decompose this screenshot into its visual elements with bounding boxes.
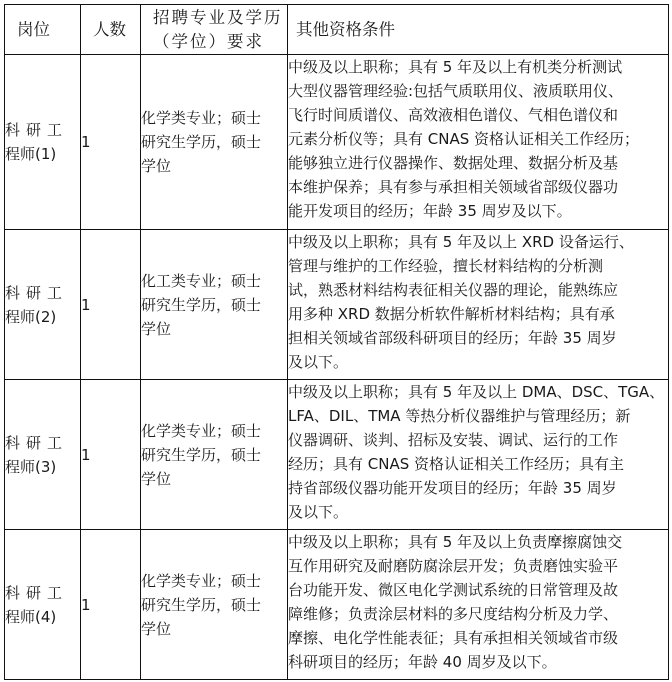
recruitment-table <box>4 4 669 680</box>
position-cell <box>5 55 81 230</box>
count-cell: 1 <box>81 55 141 230</box>
requirement-line: 研究生学历，硕士 <box>141 295 262 314</box>
condition-line: 大型仪器管理经验:包括气质联用仪、液质联用仪、 <box>288 82 624 100</box>
condition-line: 中级及以上职称；具有 5 年及以上负责摩擦腐蚀交 <box>288 533 623 551</box>
condition-line: 本维护保养；具有参与承担相关领域省部级仪器功 <box>288 178 619 196</box>
requirement-line: 学位 <box>141 469 172 488</box>
header-row <box>5 5 669 55</box>
other-conditions-cell <box>288 55 669 230</box>
condition-line: 互作用研究及耐磨防腐涂层开发；负责磨蚀实验平 <box>288 557 619 575</box>
position-line2: 程师(4) <box>5 607 57 626</box>
condition-line: 台功能开发、微区电化学测试系统的日常管理及故 <box>288 581 619 599</box>
condition-line: 管理与维护的工作经验，擅长材料结构的分析测 <box>288 257 604 275</box>
position-line2: 程师(3) <box>5 457 57 476</box>
header-requirement <box>141 5 288 55</box>
position-cell <box>5 230 81 380</box>
table-row <box>5 55 669 230</box>
condition-line: 能开发项目的经历；年龄 35 周岁及以下。 <box>288 202 572 220</box>
condition-line: 试，熟悉材料结构表征相关仪器的理论，能熟练应 <box>288 281 619 299</box>
requirement-cell <box>141 530 288 680</box>
condition-line: 障维修；负责涂层材料的多尺度结构分析及力学、 <box>288 605 619 623</box>
requirement-line: 化学类专业；硕士 <box>141 109 262 127</box>
condition-line: 经历；具有 CNAS 资格认证相关工作经历；具有主 <box>288 455 625 473</box>
condition-line: 飞行时间质谱仪、高效液相色谱仪、气相色谱仪和 <box>288 106 619 124</box>
condition-line: 用多种 XRD 数据分析软件解析材料结构；具有承 <box>288 305 615 323</box>
count-cell: 1 <box>81 230 141 380</box>
requirement-line: 化学类专业；硕士 <box>141 421 262 440</box>
position-line1: 科研工 <box>5 121 69 139</box>
position-line1: 科研工 <box>5 583 69 602</box>
condition-line: 担相关领域省部级科研项目的经历；年龄 35 周岁 <box>288 329 617 347</box>
position-cell <box>5 380 81 530</box>
condition-line: 持省部级仪器功能开发项目的经历；年龄 35 周岁 <box>288 479 617 497</box>
count-cell: 1 <box>81 380 141 530</box>
position-line2: 程师(2) <box>5 307 57 326</box>
position-line2: 程师(1) <box>5 145 57 163</box>
header-other: 其他资格条件 <box>288 5 669 55</box>
requirement-line: 研究生学历，硕士 <box>141 445 262 464</box>
requirement-line: 化工类专业；硕士 <box>141 271 262 290</box>
position-line1: 科研工 <box>5 283 69 302</box>
header-requirement-line1: 招聘专业及学历 <box>153 7 283 27</box>
table-row <box>5 230 669 380</box>
condition-line: LFA、DIL、TMA 等热分析仪器维护与管理经历；新 <box>288 407 631 425</box>
table-row <box>5 530 669 680</box>
other-conditions-cell <box>288 230 669 380</box>
requirement-line: 学位 <box>141 319 172 338</box>
requirement-line: 学位 <box>141 157 172 175</box>
other-conditions-cell <box>288 380 669 530</box>
position-cell <box>5 530 81 680</box>
condition-line: 仪器调研、谈判、招标及安装、调试、运行的工作 <box>288 431 619 449</box>
requirement-line: 学位 <box>141 619 172 638</box>
header-count: 人数 <box>81 5 141 55</box>
table-row <box>5 380 669 530</box>
condition-line: 科研项目的经历；年龄 40 周岁及以下。 <box>288 653 557 671</box>
condition-line: 摩擦、电化学性能表征；具有承担相关领域省市级 <box>288 629 619 647</box>
requirement-line: 研究生学历，硕士 <box>141 133 262 151</box>
header-requirement-line2: （学位）要求 <box>153 31 264 51</box>
condition-line: 中级及以上职称；具有 5 年及以上 DMA、DSC、TGA、 <box>288 383 665 401</box>
requirement-cell <box>141 55 288 230</box>
position-line1: 科研工 <box>5 433 69 452</box>
count-cell: 1 <box>81 530 141 680</box>
condition-line: 中级及以上职称；具有 5 年及以上 XRD 设备运行、 <box>288 233 634 251</box>
header-position: 岗位 <box>5 5 81 55</box>
requirement-cell <box>141 230 288 380</box>
requirement-line: 化学类专业；硕士 <box>141 571 262 590</box>
condition-line: 中级及以上职称；具有 5 年及以上有机类分析测试 <box>288 58 623 76</box>
requirement-line: 研究生学历，硕士 <box>141 595 262 614</box>
requirement-cell <box>141 380 288 530</box>
condition-line: 及以下。 <box>288 503 349 521</box>
other-conditions-cell <box>288 530 669 680</box>
condition-line: 及以下。 <box>288 353 349 371</box>
condition-line: 元素分析仪等；具有 CNAS 资格认证相关工作经历； <box>288 130 640 148</box>
condition-line: 能够独立进行仪器操作、数据处理、数据分析及基 <box>288 154 619 172</box>
